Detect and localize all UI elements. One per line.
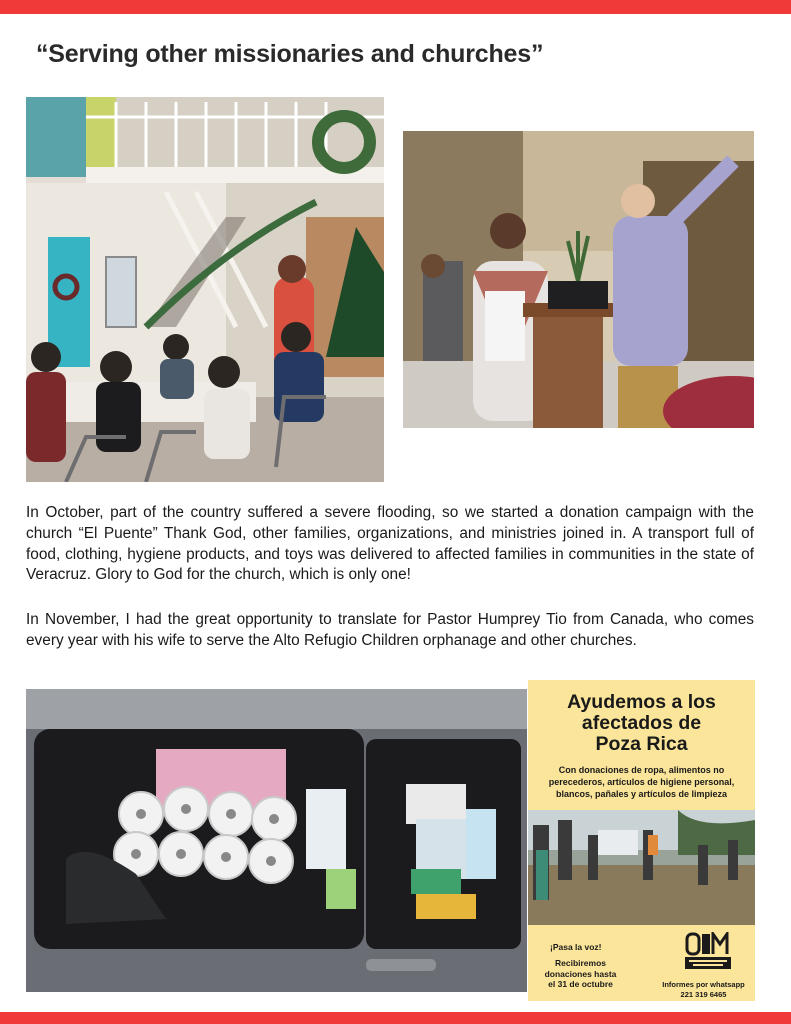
preaching-photo bbox=[403, 131, 754, 428]
flood-photo bbox=[528, 810, 755, 925]
flyer-contact-info: Informes por whatsapp 221 319 6465 bbox=[662, 980, 745, 999]
flyer-subtitle: Con donaciones de ropa, alimentos no perecederos, artículos de higiene personal, blancos, pañales y artículos de limpieza bbox=[548, 765, 735, 799]
donation-flyer bbox=[528, 680, 755, 1001]
bibliotecas-logo bbox=[683, 932, 733, 972]
classroom-photo bbox=[26, 97, 384, 482]
top-accent-bar bbox=[0, 0, 791, 14]
donations-van-photo bbox=[26, 689, 527, 992]
page-title: “Serving other missionaries and churches” bbox=[36, 40, 544, 68]
paragraph-flood-campaign: In October, part of the country suffered a severe flooding, so we started a donation campaign with the church “El Puente” Thank God, other families, organizations, and ministries joined in. A transport full of food, clothing, hygiene products, and toys was delivered to affected families in communities in the state of Veracruz. Glory to God for the church, which is only one! bbox=[26, 504, 754, 584]
flyer-title: Ayudemos a los afectados de Poza Rica bbox=[567, 691, 716, 755]
bottom-accent-bar bbox=[0, 1012, 791, 1024]
flyer-donation-date: Recibiremos donaciones hasta el 31 de octubre bbox=[544, 958, 617, 989]
flyer-pass-word: ¡Pasa la voz! bbox=[550, 942, 602, 952]
paragraph-translation: In November, I had the great opportunity to translate for Pastor Humprey Tio from Canada, who comes every year with his wife to serve the Alto Refugio Children orphanage and other churches. bbox=[26, 611, 754, 649]
